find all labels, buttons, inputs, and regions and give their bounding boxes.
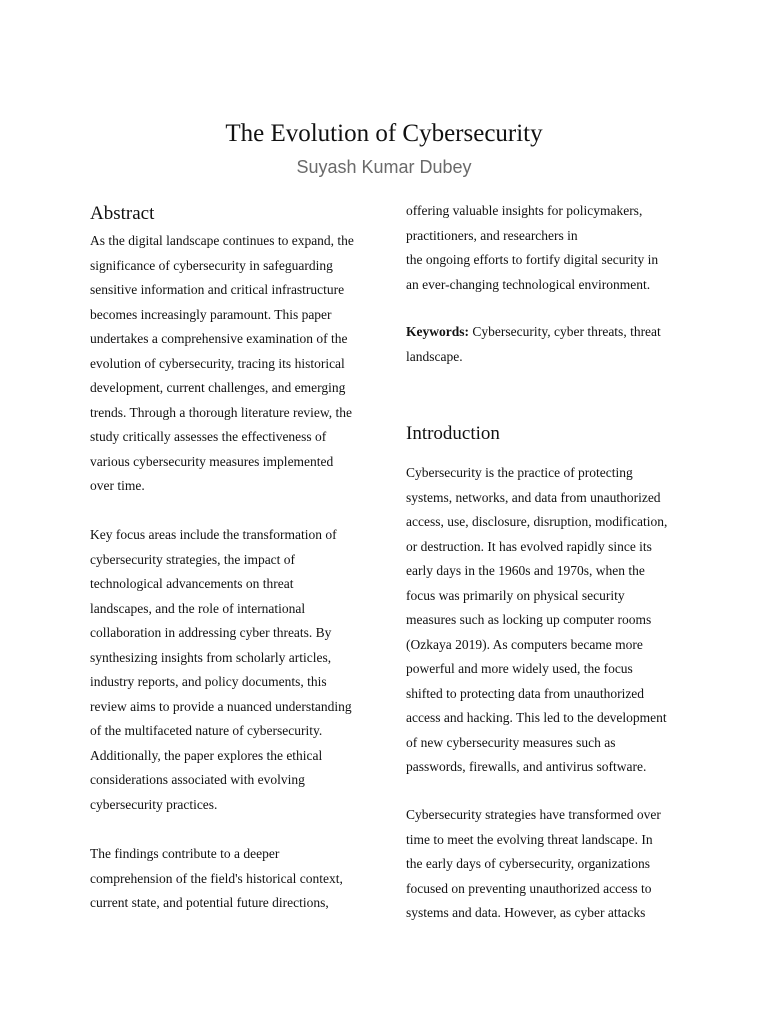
text-line: evolution of cybersecurity, tracing its historical <box>90 355 345 371</box>
text-line: industry reports, and policy documents, this <box>90 674 327 689</box>
text-line: sensitive information and critical infrastructure <box>90 282 345 297</box>
abstract-paragraph-2 <box>90 523 352 817</box>
text-line: considerations associated with evolving <box>90 772 305 787</box>
text-line: early days in the 1960s and 1970s, when the <box>406 563 645 578</box>
abstract-paragraph-3 <box>90 842 343 916</box>
text-line: Key focus areas include the transformation of <box>90 527 337 542</box>
keywords-line <box>406 320 661 345</box>
text-line: synthesizing insights from scholarly articles, <box>90 649 332 665</box>
text-line: focus was primarily on physical security <box>406 587 625 603</box>
text-line: cybersecurity practices. <box>90 796 218 812</box>
text-line: significance of cybersecurity in safeguarding <box>90 257 333 273</box>
keywords-line: landscape. <box>406 348 463 364</box>
text-line: powerful and more widely used, the focus <box>406 661 633 676</box>
text-line: systems and data. However, as cyber attacks <box>406 905 646 920</box>
introduction-paragraph-2 <box>406 803 661 926</box>
text-line: time to meet the evolving threat landscape. In <box>406 831 653 847</box>
text-line: Additionally, the paper explores the ethical <box>90 747 323 763</box>
text-line: access and hacking. This led to the development <box>406 710 667 725</box>
abstract-continuation <box>406 199 658 297</box>
text-line: over time. <box>90 478 145 493</box>
text-line: collaboration in addressing cyber threats. By <box>90 625 332 640</box>
text-line: current state, and potential future directions, <box>90 895 329 910</box>
paper-title: The Evolution of Cybersecurity <box>225 120 543 147</box>
text-line: of new cybersecurity measures such as <box>406 734 616 750</box>
text-line: the early days of cybersecurity, organizations <box>406 856 651 871</box>
text-line: measures such as locking up computer rooms <box>406 612 652 627</box>
text-line: technological advancements on threat <box>90 576 294 591</box>
text-line: As the digital landscape continues to expand, the <box>90 233 354 248</box>
keywords <box>406 320 661 369</box>
keywords-label: Keywords: <box>406 324 469 339</box>
text-line: cybersecurity strategies, the impact of <box>90 551 296 567</box>
text-line: an ever-changing technological environment. <box>406 276 651 292</box>
text-line: shifted to protecting data from unauthorized <box>406 685 645 701</box>
text-line: development, current challenges, and emerging <box>90 380 346 395</box>
abstract-paragraph-1 <box>90 229 354 499</box>
text-line: becomes increasingly paramount. This paper <box>90 306 332 322</box>
text-line: The findings contribute to a deeper <box>90 846 280 861</box>
text-line: passwords, firewalls, and antivirus software. <box>406 759 647 774</box>
text-line: landscapes, and the role of international <box>90 600 306 616</box>
text-line: (Ozkaya 2019). As computers became more <box>406 636 643 652</box>
text-line: undertakes a comprehensive examination of the <box>90 331 348 346</box>
text-line: Cybersecurity is the practice of protecting <box>406 465 633 480</box>
introduction-paragraph-1 <box>406 461 667 780</box>
text-line: or destruction. It has evolved rapidly since its <box>406 538 652 554</box>
abstract-heading: Abstract <box>90 203 155 224</box>
text-line: of the multifaceted nature of cybersecurity. <box>90 723 323 738</box>
text-line: practitioners, and researchers in <box>406 227 578 243</box>
text-line: study critically assesses the effectiveness of <box>90 429 327 444</box>
text-line: the ongoing efforts to fortify digital security in <box>406 252 659 267</box>
text-line: various cybersecurity measures implemented <box>90 453 334 469</box>
text-line: review aims to provide a nuanced understanding <box>90 698 352 714</box>
text-line: Cybersecurity strategies have transformed over <box>406 807 661 822</box>
text-line: focused on preventing unauthorized access to <box>406 880 652 896</box>
text-line: comprehension of the field's historical context, <box>90 870 343 886</box>
text-line: systems, networks, and data from unauthorized <box>406 489 661 505</box>
paper-author: Suyash Kumar Dubey <box>296 157 472 177</box>
text-line: access, use, disclosure, disruption, modification, <box>406 514 668 529</box>
text-line: offering valuable insights for policymakers, <box>406 203 643 218</box>
text-line: trends. Through a thorough literature review, the <box>90 404 353 420</box>
introduction-heading: Introduction <box>406 423 500 444</box>
keywords-text: Cybersecurity, cyber threats, threat <box>469 324 661 339</box>
